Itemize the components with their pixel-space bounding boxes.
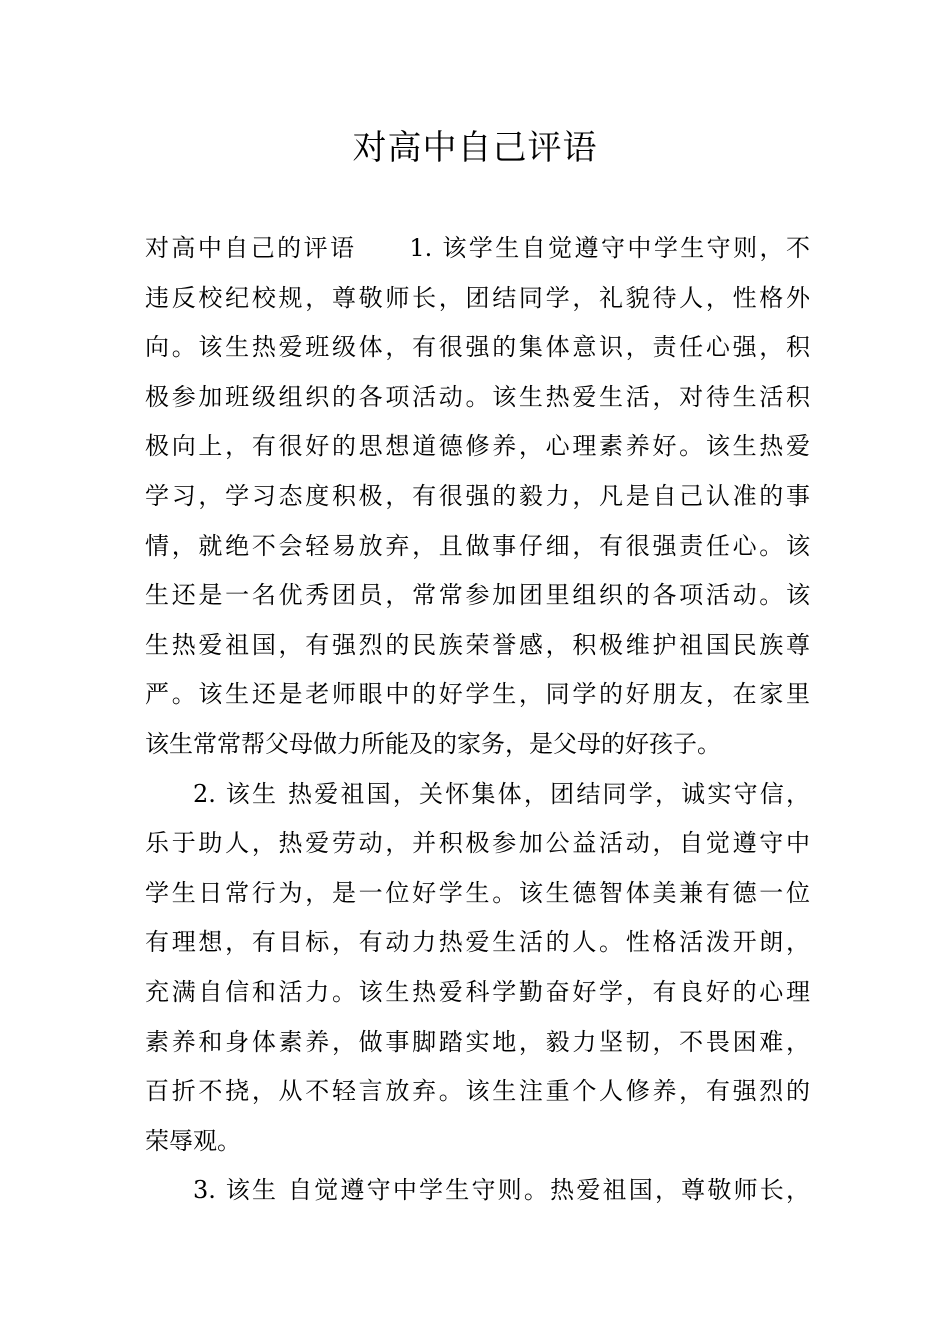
text-line: 极参加班级组织的各项活动。该生热爱生活，对待生活积 <box>145 382 810 411</box>
text-line: 向。该生热爱班级体，有很强的集体意识，责任心强，积 <box>145 333 810 362</box>
text-line: 极向上，有很好的思想道德修养，心理素养好。该生热爱 <box>145 432 810 461</box>
text-line: 充满自信和活力。该生热爱科学勤奋好学，有良好的心理 <box>145 977 810 1006</box>
text-line: 情，就绝不会轻易放弃，且做事仔细，有很强责任心。该 <box>145 531 810 560</box>
text-line: 百折不挠，从不轻言放弃。该生注重个人修养，有强烈的 <box>145 1077 810 1106</box>
text-line: 严。该生还是老师眼中的好学生，同学的好朋友，在家里 <box>145 680 810 709</box>
text-line: 有理想，有目标，有动力热爱生活的人。性格活泼开朗， <box>145 928 810 957</box>
text-line: 生还是一名优秀团员，常常参加团里组织的各项活动。该 <box>145 581 810 610</box>
text-line: 生热爱祖国，有强烈的民族荣誉感，积极维护祖国民族尊 <box>145 630 810 659</box>
text-line: 乐于助人，热爱劳动，并积极参加公益活动，自觉遵守中 <box>145 829 810 858</box>
text-line: 该生常常帮父母做力所能及的家务，是父母的好孩子。 <box>145 729 721 758</box>
text-line: 学生日常行为，是一位好学生。该生德智体美兼有德一位 <box>145 878 810 907</box>
text-line: 违反校纪校规，尊敬师长，团结同学，礼貌待人，性格外 <box>145 283 810 312</box>
text-line: 素养和身体素养，做事脚踏实地，毅力坚韧，不畏困难， <box>145 1027 810 1056</box>
text-line: 学习，学习态度积极，有很强的毅力，凡是自己认准的事 <box>145 481 810 510</box>
text-line: 3. 该生 自觉遵守中学生守则。热爱祖国，尊敬师长， <box>193 1176 810 1205</box>
document-body <box>145 224 810 1216</box>
text-line: 对高中自己的评语 1. 该学生自觉遵守中学生守则，不 <box>145 234 810 262</box>
text-line: 2. 该生 热爱祖国，关怀集体，团结同学，诚实守信， <box>193 779 810 808</box>
document-title: 对高中自己评语 <box>352 128 598 168</box>
text-line: 荣辱观。 <box>145 1126 241 1155</box>
